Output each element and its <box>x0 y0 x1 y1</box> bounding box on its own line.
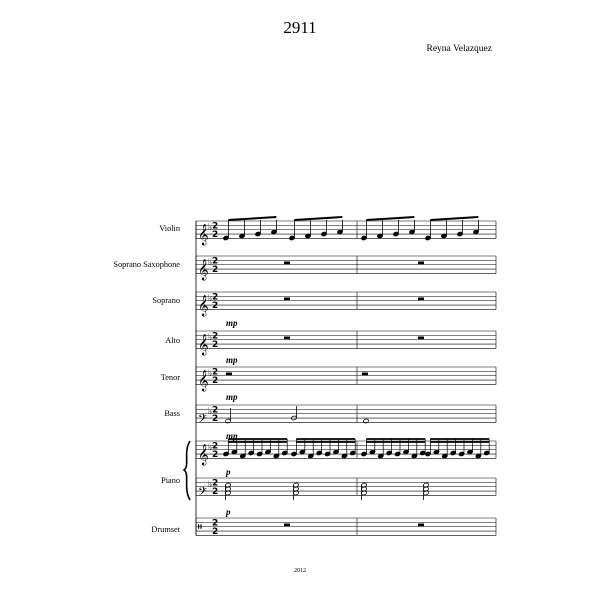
beam <box>366 217 414 220</box>
time-signature-top: 2 <box>212 478 219 489</box>
dynamic-tenor: mp <box>226 355 238 365</box>
time-signature-top: 2 <box>212 256 219 267</box>
whole-rest <box>284 337 290 340</box>
time-signature-top: 2 <box>212 518 219 529</box>
key-signature-flat: ♭ <box>208 443 213 453</box>
beam <box>228 217 276 220</box>
clef-bass: 𝄢 <box>198 412 208 429</box>
clef-piano-treble: 𝄞 <box>198 444 209 466</box>
key-signature-flat: ♭ <box>208 258 213 268</box>
time-signature-bottom: 2 <box>212 376 219 386</box>
beam <box>294 217 342 220</box>
time-signature-bottom: 2 <box>212 450 219 460</box>
whole-rest <box>418 298 424 301</box>
dynamic-piano-right: mp <box>226 431 238 441</box>
staff-soprano <box>196 292 496 309</box>
time-signature-top: 2 <box>212 331 219 342</box>
label-soprano-saxophone: Soprano Saxophone <box>113 260 180 269</box>
time-signature-bottom: 2 <box>212 340 219 350</box>
label-bass: Bass <box>164 409 180 418</box>
staff-bass <box>196 405 496 422</box>
time-signature-bottom: 2 <box>212 265 219 275</box>
label-piano: Piano <box>161 476 180 485</box>
half-rest <box>362 373 368 376</box>
score-title: 2911 <box>283 18 317 37</box>
time-signature-bottom: 2 <box>212 301 219 311</box>
time-signature-bottom: 2 <box>212 487 219 497</box>
dynamic-piano-left: p <box>226 467 231 477</box>
label-alto: Alto <box>165 336 180 345</box>
time-signature-bottom: 2 <box>212 527 219 537</box>
label-tenor: Tenor <box>160 373 180 382</box>
dynamic-drumset: p <box>226 507 231 517</box>
whole-rest <box>418 524 424 527</box>
whole-rest <box>284 524 290 527</box>
beam <box>430 217 478 220</box>
whole-rest <box>284 262 290 265</box>
composer-name: Reyna Velazquez <box>426 44 492 54</box>
time-signature-top: 2 <box>212 367 219 378</box>
staff-soprano-saxophone <box>196 256 496 273</box>
label-soprano: Soprano <box>152 296 180 305</box>
whole-note <box>363 418 369 423</box>
time-signature-top: 2 <box>212 292 219 303</box>
time-signature-top: 2 <box>212 221 219 232</box>
clef-alto: 𝄞 <box>198 334 209 356</box>
clef-soprano-saxophone: 𝄞 <box>198 259 209 281</box>
page-footer: 2012 <box>294 568 306 574</box>
clef-violin: 𝄞 <box>198 224 209 246</box>
label-violin: Violin <box>159 224 180 233</box>
key-signature-flat: ♭ <box>208 294 213 304</box>
dynamic-bass: mp <box>226 392 238 402</box>
time-signature-bottom: 2 <box>212 414 219 424</box>
key-signature-flat: ♭ <box>208 407 213 417</box>
key-signature-flat: ♭ <box>208 480 213 490</box>
clef-soprano: 𝄞 <box>198 295 209 317</box>
staff-tenor <box>196 367 496 384</box>
piano-brace <box>184 441 190 500</box>
clef-piano-bass: 𝄢 <box>198 485 208 502</box>
staff-drumset <box>196 518 496 536</box>
percussion-clef: 𝄥 <box>198 520 202 534</box>
key-signature-flat: ♭ <box>208 223 213 233</box>
key-signature-flat: ♭ <box>208 333 213 343</box>
label-drumset: Drumset <box>151 525 180 534</box>
time-signature-top: 2 <box>212 441 219 452</box>
staff-piano-bass <box>196 478 496 495</box>
whole-rest <box>284 298 290 301</box>
clef-tenor: 𝄞 <box>198 370 209 392</box>
half-rest <box>226 373 232 376</box>
whole-rest <box>418 262 424 265</box>
time-signature-top: 2 <box>212 405 219 416</box>
dynamic-alto: mp <box>226 318 238 328</box>
time-signature-bottom: 2 <box>212 230 219 240</box>
staff-alto <box>196 331 496 348</box>
key-signature-flat: ♭ <box>208 369 213 379</box>
whole-rest <box>418 337 424 340</box>
